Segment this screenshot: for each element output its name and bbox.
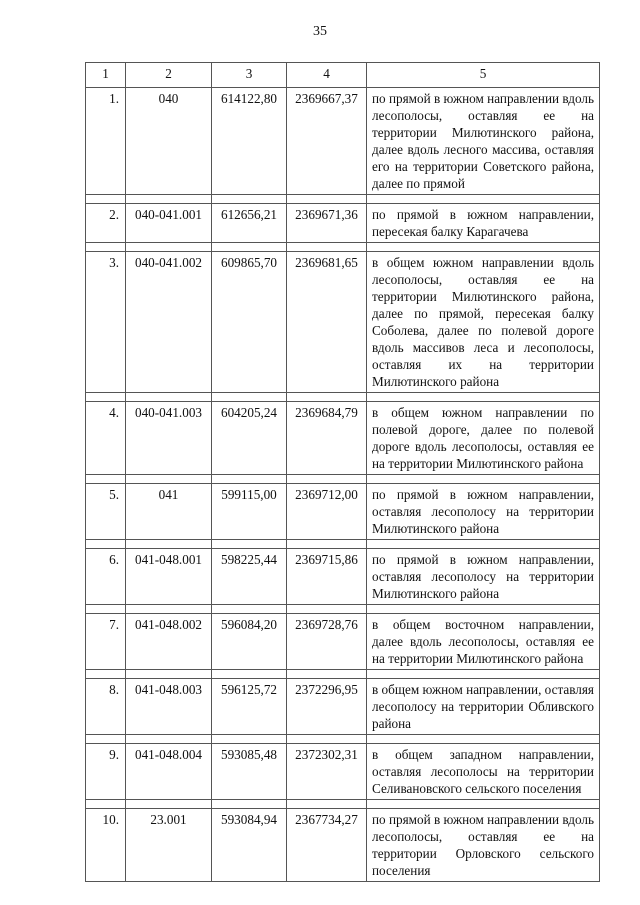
coordinate-y-cell: 2369728,76 bbox=[287, 614, 367, 670]
row-spacer-cell bbox=[86, 393, 126, 402]
row-spacer-cell bbox=[367, 670, 600, 679]
coordinate-x-cell: 593084,94 bbox=[212, 809, 287, 882]
table-row bbox=[86, 614, 600, 670]
coordinate-x-cell: 598225,44 bbox=[212, 549, 287, 605]
row-spacer-cell bbox=[212, 605, 287, 614]
point-id-cell: 041-048.001 bbox=[126, 549, 212, 605]
description-cell: в общем западном направлении, оставляя лесополосы на территории Селивановского сельского поселения bbox=[367, 744, 600, 800]
row-spacer-cell bbox=[126, 243, 212, 252]
row-spacer-cell bbox=[86, 800, 126, 809]
row-spacer bbox=[86, 475, 600, 484]
row-spacer-cell bbox=[367, 393, 600, 402]
coordinate-y-cell: 2369715,86 bbox=[287, 549, 367, 605]
row-number-cell: 4. bbox=[86, 402, 126, 475]
row-spacer-cell bbox=[367, 475, 600, 484]
description-cell: по прямой в южном направлении, оставляя лесополосу на территории Милютинского района bbox=[367, 484, 600, 540]
row-spacer-cell bbox=[212, 195, 287, 204]
row-spacer-cell bbox=[86, 605, 126, 614]
row-number-cell: 2. bbox=[86, 204, 126, 243]
coordinate-y-cell: 2369684,79 bbox=[287, 402, 367, 475]
row-spacer-cell bbox=[86, 475, 126, 484]
row-spacer-cell bbox=[287, 540, 367, 549]
row-spacer-cell bbox=[126, 800, 212, 809]
column-header-5: 5 bbox=[367, 63, 600, 88]
row-number-cell: 10. bbox=[86, 809, 126, 882]
row-spacer-cell bbox=[367, 243, 600, 252]
coordinate-y-cell: 2372296,95 bbox=[287, 679, 367, 735]
coordinate-x-cell: 596084,20 bbox=[212, 614, 287, 670]
table-row bbox=[86, 679, 600, 735]
point-id-cell: 041-048.004 bbox=[126, 744, 212, 800]
table-row bbox=[86, 549, 600, 605]
coordinate-x-cell: 614122,80 bbox=[212, 88, 287, 195]
point-id-cell: 040-041.003 bbox=[126, 402, 212, 475]
row-spacer-cell bbox=[126, 670, 212, 679]
point-id-cell: 23.001 bbox=[126, 809, 212, 882]
row-spacer-cell bbox=[287, 800, 367, 809]
row-spacer-cell bbox=[212, 475, 287, 484]
row-spacer-cell bbox=[287, 243, 367, 252]
table-row bbox=[86, 484, 600, 540]
row-spacer-cell bbox=[287, 735, 367, 744]
row-number-cell: 6. bbox=[86, 549, 126, 605]
row-spacer-cell bbox=[287, 475, 367, 484]
row-number-cell: 9. bbox=[86, 744, 126, 800]
table-row bbox=[86, 402, 600, 475]
row-spacer bbox=[86, 670, 600, 679]
coordinate-x-cell: 612656,21 bbox=[212, 204, 287, 243]
row-spacer-cell bbox=[212, 393, 287, 402]
description-cell: в общем южном направлении, оставляя лесополосу на территории Обливского района bbox=[367, 679, 600, 735]
coordinate-y-cell: 2372302,31 bbox=[287, 744, 367, 800]
row-spacer-cell bbox=[287, 195, 367, 204]
row-spacer-cell bbox=[212, 540, 287, 549]
coordinate-x-cell: 593085,48 bbox=[212, 744, 287, 800]
row-spacer bbox=[86, 243, 600, 252]
row-spacer-cell bbox=[212, 735, 287, 744]
row-spacer-cell bbox=[86, 540, 126, 549]
row-spacer bbox=[86, 393, 600, 402]
coordinate-y-cell: 2369667,37 bbox=[287, 88, 367, 195]
row-number-cell: 5. bbox=[86, 484, 126, 540]
row-spacer-cell bbox=[367, 735, 600, 744]
coordinate-y-cell: 2369671,36 bbox=[287, 204, 367, 243]
row-spacer-cell bbox=[126, 475, 212, 484]
column-header-1: 1 bbox=[86, 63, 126, 88]
row-spacer bbox=[86, 800, 600, 809]
row-number-cell: 7. bbox=[86, 614, 126, 670]
point-id-cell: 041 bbox=[126, 484, 212, 540]
row-spacer bbox=[86, 195, 600, 204]
description-cell: по прямой в южном направлении, оставляя лесополосу на территории Милютинского района bbox=[367, 549, 600, 605]
row-number-cell: 3. bbox=[86, 252, 126, 393]
row-spacer-cell bbox=[126, 195, 212, 204]
row-spacer-cell bbox=[287, 670, 367, 679]
row-spacer-cell bbox=[212, 800, 287, 809]
table-row bbox=[86, 252, 600, 393]
description-cell: по прямой в южном направлении вдоль лесополосы, оставляя ее на территории Милютинского района, далее вдоль лесного массива, оставляя его на территории Советского района, далее по прямой bbox=[367, 88, 600, 195]
row-spacer-cell bbox=[86, 195, 126, 204]
row-spacer-cell bbox=[126, 735, 212, 744]
row-spacer-cell bbox=[287, 605, 367, 614]
coordinate-x-cell: 609865,70 bbox=[212, 252, 287, 393]
table-row bbox=[86, 88, 600, 195]
row-number-cell: 8. bbox=[86, 679, 126, 735]
row-spacer-cell bbox=[126, 605, 212, 614]
coordinate-y-cell: 2369681,65 bbox=[287, 252, 367, 393]
description-cell: в общем южном направлении вдоль лесополосы, оставляя ее на территории Милютинского района, далее по прямой, пересекая балку Соболева, далее по полевой дороге вдоль массивов леса и лесополосы, оставляя их на территории Милютинского района bbox=[367, 252, 600, 393]
point-id-cell: 041-048.002 bbox=[126, 614, 212, 670]
row-spacer-cell bbox=[287, 393, 367, 402]
row-spacer-cell bbox=[212, 670, 287, 679]
column-header-4: 4 bbox=[287, 63, 367, 88]
row-spacer bbox=[86, 735, 600, 744]
column-header-2: 2 bbox=[126, 63, 212, 88]
table-row bbox=[86, 809, 600, 882]
description-cell: в общем восточном направлении, далее вдоль лесополосы, оставляя ее на территории Милютинского района bbox=[367, 614, 600, 670]
boundary-table bbox=[85, 62, 600, 882]
description-cell: по прямой в южном направлении вдоль лесополосы, оставляя ее на территории Орловского сельского поселения bbox=[367, 809, 600, 882]
table-row bbox=[86, 744, 600, 800]
row-spacer-cell bbox=[126, 540, 212, 549]
row-spacer-cell bbox=[367, 195, 600, 204]
point-id-cell: 041-048.003 bbox=[126, 679, 212, 735]
coordinate-x-cell: 599115,00 bbox=[212, 484, 287, 540]
row-spacer-cell bbox=[367, 800, 600, 809]
description-cell: в общем южном направлении по полевой дороге, далее по полевой дороге вдоль лесополосы, оставляя ее на территории Милютинского района bbox=[367, 402, 600, 475]
description-cell: по прямой в южном направлении, пересекая балку Карагачева bbox=[367, 204, 600, 243]
coordinate-y-cell: 2367734,27 bbox=[287, 809, 367, 882]
coordinate-y-cell: 2369712,00 bbox=[287, 484, 367, 540]
row-spacer bbox=[86, 605, 600, 614]
row-spacer-cell bbox=[126, 393, 212, 402]
point-id-cell: 040 bbox=[126, 88, 212, 195]
table-header-row bbox=[86, 63, 600, 88]
column-header-3: 3 bbox=[212, 63, 287, 88]
row-spacer-cell bbox=[86, 243, 126, 252]
page-number: 35 bbox=[313, 24, 327, 39]
row-number-cell: 1. bbox=[86, 88, 126, 195]
coordinate-x-cell: 604205,24 bbox=[212, 402, 287, 475]
point-id-cell: 040-041.002 bbox=[126, 252, 212, 393]
row-spacer-cell bbox=[86, 735, 126, 744]
table-body bbox=[86, 88, 600, 882]
row-spacer-cell bbox=[212, 243, 287, 252]
table-row bbox=[86, 204, 600, 243]
row-spacer-cell bbox=[367, 605, 600, 614]
row-spacer bbox=[86, 540, 600, 549]
coordinate-x-cell: 596125,72 bbox=[212, 679, 287, 735]
point-id-cell: 040-041.001 bbox=[126, 204, 212, 243]
row-spacer-cell bbox=[86, 670, 126, 679]
row-spacer-cell bbox=[367, 540, 600, 549]
